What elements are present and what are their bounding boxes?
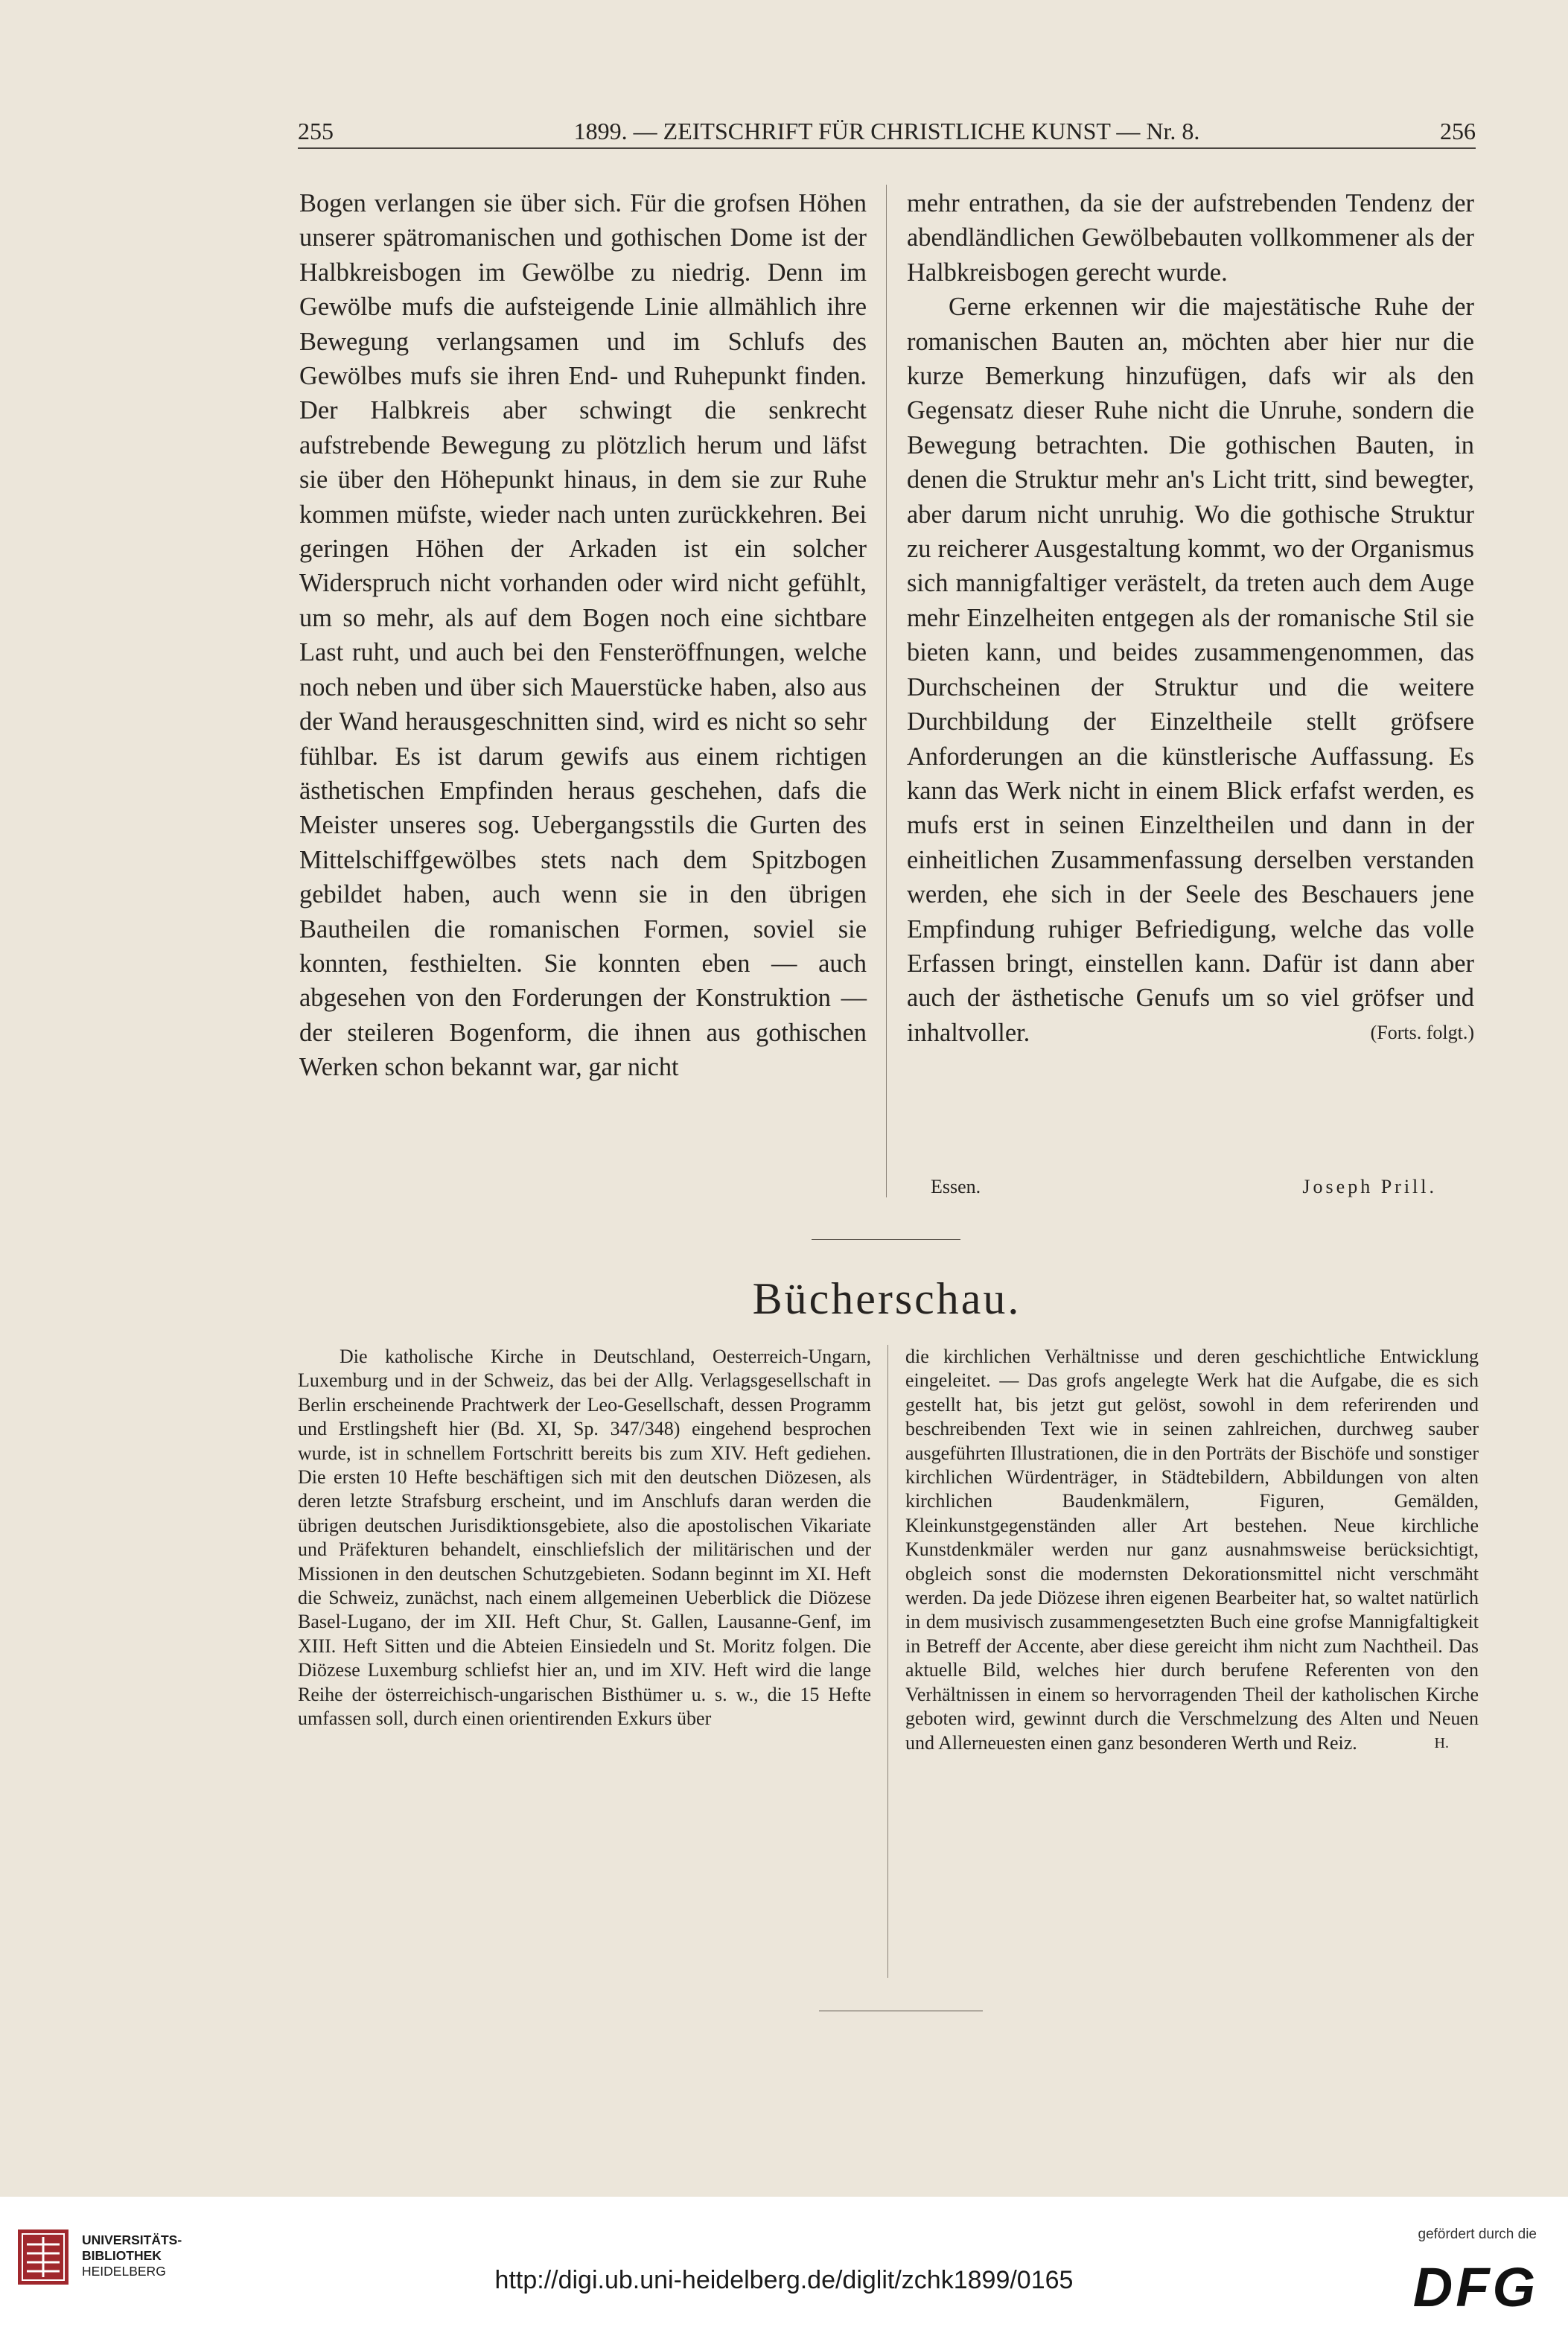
column-divider	[886, 185, 887, 1197]
article-paragraph	[907, 290, 1474, 1050]
continued-note: (Forts. folgt.)	[1370, 1021, 1474, 1043]
column-divider	[887, 1345, 888, 1978]
review-paragraph	[905, 1345, 1479, 1755]
signature-author: Joseph Prill.	[1302, 1176, 1437, 1197]
library-name-line: UNIVERSITÄTS-	[82, 2232, 182, 2247]
review-right-column	[905, 1345, 1479, 1755]
funding-note: gefördert durch die	[1418, 2227, 1537, 2242]
review-signoff: H.	[1434, 1734, 1449, 1751]
digital-library-footer	[0, 2197, 1568, 2333]
journal-title: 1899. — ZEITSCHRIFT FÜR CHRISTLICHE KUNST — Nr. 8.	[573, 118, 1200, 144]
article-right-column	[907, 186, 1474, 1050]
article-signature	[931, 1174, 1437, 1203]
article-paragraph: mehr entrathen, da sie der aufstrebenden Tendenz der abendländlichen Gewölbebauten vollkommener als der Halbkreisbogen gerecht wurde.	[907, 189, 1474, 287]
running-head	[298, 118, 1476, 149]
library-name-line: HEIDELBERG	[82, 2264, 166, 2279]
section-rule	[812, 1239, 960, 1240]
page-number-left: 255	[298, 118, 334, 144]
review-left-column	[298, 1345, 871, 1731]
section-heading: Bücherschau.	[752, 1274, 1022, 1323]
article-paragraph-text: Gerne erkennen wir die majestätische Ruhe der romanischen Bauten an, möchten aber hier nur die kurze Bemerkung hinzufügen, dafs wir als den Gegensatz dieser Ruhe nicht die Unruhe, sondern die Bewegung betrachten. Die gothischen Bauten, in denen die Struktur mehr an's Licht tritt, sind bewegter, aber darum nicht unruhig. Wo die gothische Struktur zu reicherer Ausgestaltung kommt, wo der Organismus sich mannigfaltiger verästelt, da treten auch dem Auge mehr Einzelheiten entgegen als der romanische Stil sie bieten kann, und beides zusammengenommen, das Durchscheinen der Struktur und die weitere Durchbildung der Einzeltheile stellt gröfsere Anforderungen an die künstlerische Auffassung. Es kann das Werk nicht in einem Blick erfafst werden, es mufs erst in seinen Einzeltheilen und dann in der einheitlichen Zusammenfassung derselben verstanden werden, ehe sich in der Seele des Beschauers jene Empfindung ruhiger Befriedigung, welche das volle Erfassen bringt, einstellen kann. Dafür ist dann aber auch der ästhetische Genufs um so viel gröfser und inhaltvoller.	[907, 293, 1474, 1047]
article-paragraph: Bogen verlangen sie über sich. Für die grofsen Höhen unserer spätromanischen und gothischen Dome ist der Halbkreisbogen im Gewölbe zu niedrig. Denn im Gewölbe mufs die aufsteigende Linie allmählich ihre Bewegung verlangsamen und im Schlufs des Gewölbes mufs sie ihren End- und Ruhepunkt finden. Der Halbkreis aber schwingt die senkrecht aufstrebende Bewegung zu plötzlich herum und läfst sie über den Höhepunkt hinaus, in dem sie zur Ruhe kommen müfste, wieder nach unten zurückkehren. Bei geringen Höhen der Arkaden ist ein solcher Widerspruch nicht vorhanden oder wird nicht gefühlt, um so mehr, als auf dem Bogen noch eine sichtbare Last ruht, und auch bei den Fensteröffnungen, welche noch neben und über sich Mauerstücke haben, also aus der Wand herausgeschnitten sind, wird es nicht so sehr fühlbar. Es ist darum gewifs aus einem richtigen ästhetischen Empfinden heraus geschehen, dafs die Meister unseres sog. Uebergangsstils die Gurten des Mittelschiffgewölbes stets nach dem Spitzbogen gebildet haben, auch wenn sie in den übrigen Bautheilen die romanischen Formen, soviel sie konnten, festhielten. Sie konnten eben — auch abgesehen von den Forderungen der Konstruktion — der steileren Bogenform, die ihnen aus gothischen Werken schon bekannt war, gar nicht	[299, 189, 867, 1082]
permalink-url[interactable]: http://digi.ub.uni-heidelberg.de/diglit/zchk1899/0165	[494, 2266, 1074, 2294]
review-paragraph: Die katholische Kirche in Deutschland, Oesterreich-Ungarn, Luxemburg und in der Schweiz, das bei der Allg. Verlagsgesellschaft in Berlin erscheinende Prachtwerk der Leo-Gesellschaft, dessen Programm und Erstlingsheft hier (Bd. XI, Sp. 347/348) eingehend besprochen wurde, ist in schnellem Fortschritt bereits bis zum XIV. Heft gediehen. Die ersten 10 Hefte beschäftigen sich mit den deutschen Diözesen, als deren letzte Strafsburg erscheint, und im Anschlufs daran werden die übrigen deutschen Jurisdiktionsgebiete, also die apostolischen Vikariate und Präfekturen behandelt, einschliefslich der militärischen und der Missionen in den deutschen Schutzgebieten. Sodann beginnt im XI. Heft die Schweiz, zunächst, nach einem allgemeinen Ueberblick die Diözese Basel-Lugano, der im XII. Heft Chur, St. Gallen, Lausanne-Genf, im XIII. Heft Sitten und die Abteien Einsiedeln und St. Moritz folgen. Die Diözese Luxemburg schliefst hier an, und im XIV. Heft wird die lange Reihe der österreichisch-ungarischen Bisthümer u. s. w., die 15 Hefte umfassen soll, durch einen orientirenden Exkurs über	[298, 1346, 871, 1730]
page-number-right: 256	[1440, 118, 1476, 144]
review-paragraph-text: die kirchlichen Verhältnisse und deren geschichtliche Entwicklung eingeleitet. — Das grofs angelegte Werk hat die Aufgabe, die es sich gestellt hat, bis jetzt gut gelöst, sowohl in dem referirenden und beschreibenden Text wie in seinen zahlreichen, durchweg sauber ausgeführten Illustrationen, die in den Porträts der Bischöfe und sonstiger kirchlichen Würdenträger, in Städtebildern, Abbildungen von alten kirchlichen Baudenkmälern, Figuren, Gemälden, Kleinkunstgegenständen aller Art bestehen. Neue kirchliche Kunstdenkmäler werden nur ganz ausnahmsweise berücksichtigt, obgleich sonst die modernsten Dekorationsmittel nicht verschmäht werden. Da jede Diözese ihren eigenen Bearbeiter hat, so waltet natürlich in dem musivisch zusammengesetzten Buch eine grofse Mannigfaltigkeit in Betreff der Accente, aber diese gereicht ihm nicht zum Nachtheil. Das aktuelle Bild, welches hier durch berufene Referenten von den Verhältnissen in einem so hervorragenden Theil der katholischen Kirche geboten wird, gewinnt durch die Verschmelzung des Alten und Neuen und Allerneuesten einen ganz besonderen Werth und Reiz.	[905, 1346, 1479, 1754]
library-name-line: BIBLIOTHEK	[82, 2248, 162, 2263]
signature-city: Essen.	[931, 1176, 981, 1197]
dfg-logo: DFG	[1412, 2256, 1538, 2318]
article-left-column	[299, 186, 867, 1085]
